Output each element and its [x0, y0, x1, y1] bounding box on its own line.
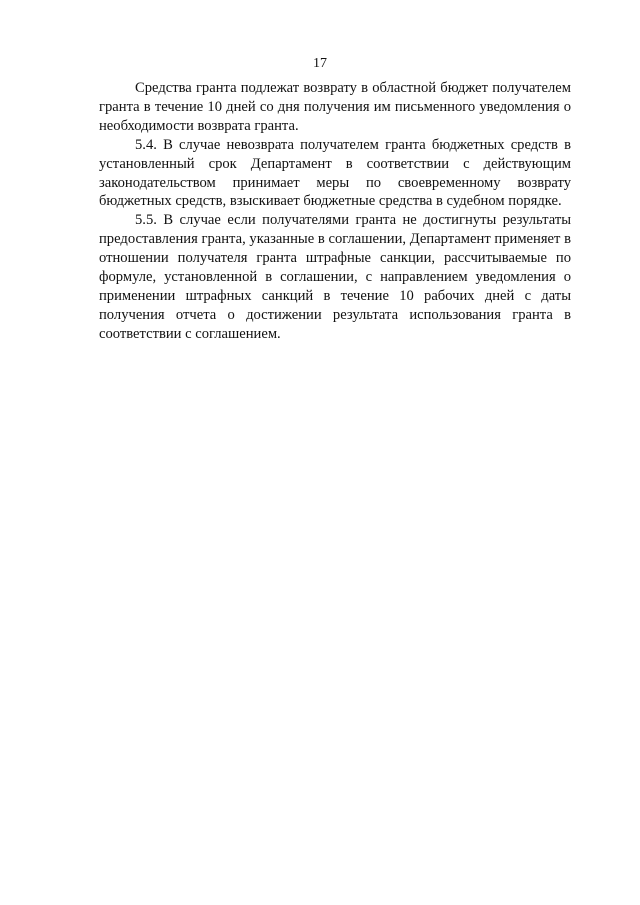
paragraph-grant-return: Средства гранта подлежат возврату в областной бюджет получателем гранта в течение 10 дней со дня получения им письменного уведомления о необходимости возврата гранта.	[99, 80, 571, 134]
document-body	[99, 79, 571, 344]
paragraph-5-4: 5.4. В случае невозврата получателем гранта бюджетных средств в установленный срок Департамент в соответствии с действующим законодательством принимает меры по своевременному возврату бюджетных средств, взыскивает бюджетные средства в судебном порядке.	[99, 136, 571, 210]
paragraph-5-5: 5.5. В случае если получателями гранта не достигнуты результаты предоставления гранта, указанные в соглашении, Департамент применяет в отношении получателя гранта штрафные санкции, рассчитываемые по формуле, установленной в соглашении, с направлением уведомления о применении штрафных санкций в течение 10 рабочих дней с даты получения отчета о достижении результата использования гранта в соответствии с соглашением.	[99, 212, 571, 342]
page-number: 17	[313, 56, 327, 71]
